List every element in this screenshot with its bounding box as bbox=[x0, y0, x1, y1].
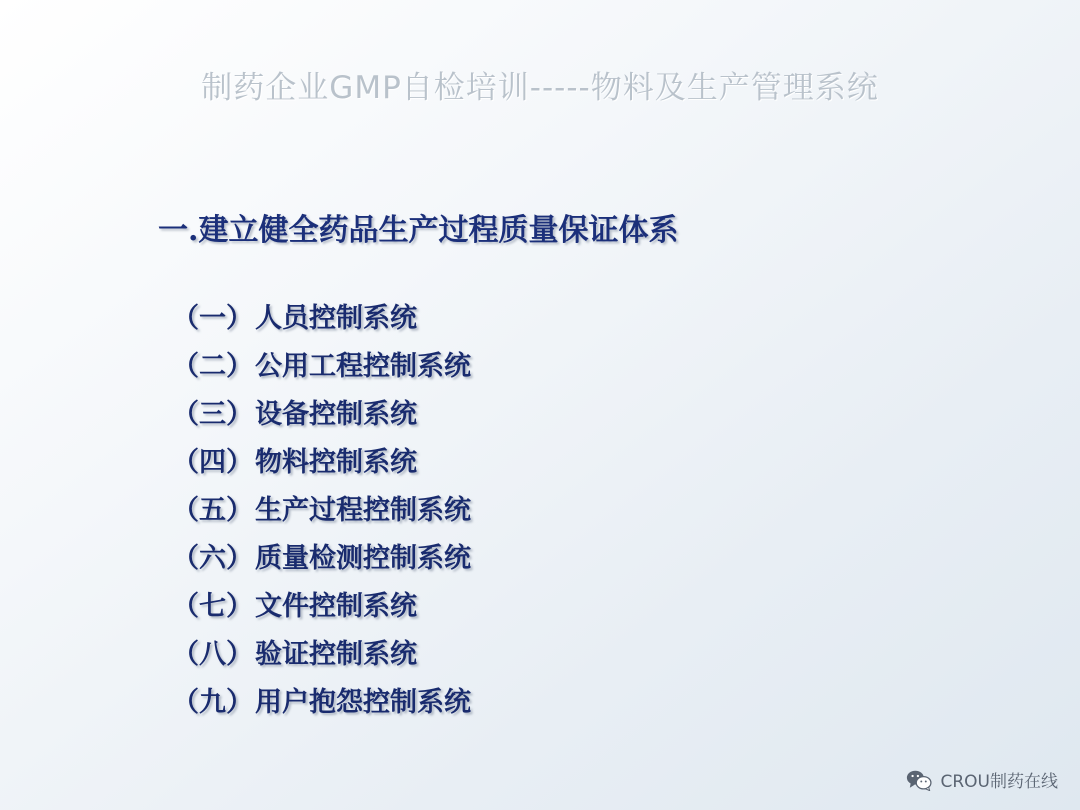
section-heading: 一.建立健全药品生产过程质量保证体系 bbox=[158, 213, 679, 248]
list-item-number: （九） bbox=[172, 687, 253, 718]
list-item-label: 验证控制系统 bbox=[255, 639, 417, 670]
list-item-number: （五） bbox=[172, 495, 253, 526]
list-item-label: 用户抱怨控制系统 bbox=[255, 687, 471, 718]
list-item-number: （七） bbox=[172, 591, 253, 622]
list-item-label: 人员控制系统 bbox=[255, 303, 417, 334]
list-item-label: 物料控制系统 bbox=[255, 447, 417, 478]
list-item bbox=[172, 391, 471, 439]
list-item bbox=[172, 295, 471, 343]
list-item bbox=[172, 439, 471, 487]
list-item-label: 公用工程控制系统 bbox=[255, 351, 471, 382]
list-item bbox=[172, 487, 471, 535]
list-item bbox=[172, 343, 471, 391]
watermark-label: CROU制药在线 bbox=[940, 772, 1058, 792]
list-item-number: （八） bbox=[172, 639, 253, 670]
list-item-label: 设备控制系统 bbox=[255, 399, 417, 430]
subsection-list bbox=[172, 295, 471, 727]
list-item-number: （一） bbox=[172, 303, 253, 334]
list-item-label: 生产过程控制系统 bbox=[255, 495, 471, 526]
list-item-number: （二） bbox=[172, 351, 253, 382]
list-item-number: （六） bbox=[172, 543, 253, 574]
watermark bbox=[906, 767, 1058, 792]
slide-title: 制药企业GMP自检培训-----物料及生产管理系统 bbox=[201, 70, 879, 106]
wechat-icon bbox=[906, 769, 932, 791]
list-item-number: （四） bbox=[172, 447, 253, 478]
list-item-label: 质量检测控制系统 bbox=[255, 543, 471, 574]
list-item bbox=[172, 679, 471, 727]
list-item bbox=[172, 631, 471, 679]
list-item bbox=[172, 583, 471, 631]
list-item-number: （三） bbox=[172, 399, 253, 430]
list-item-label: 文件控制系统 bbox=[255, 591, 417, 622]
list-item bbox=[172, 535, 471, 583]
